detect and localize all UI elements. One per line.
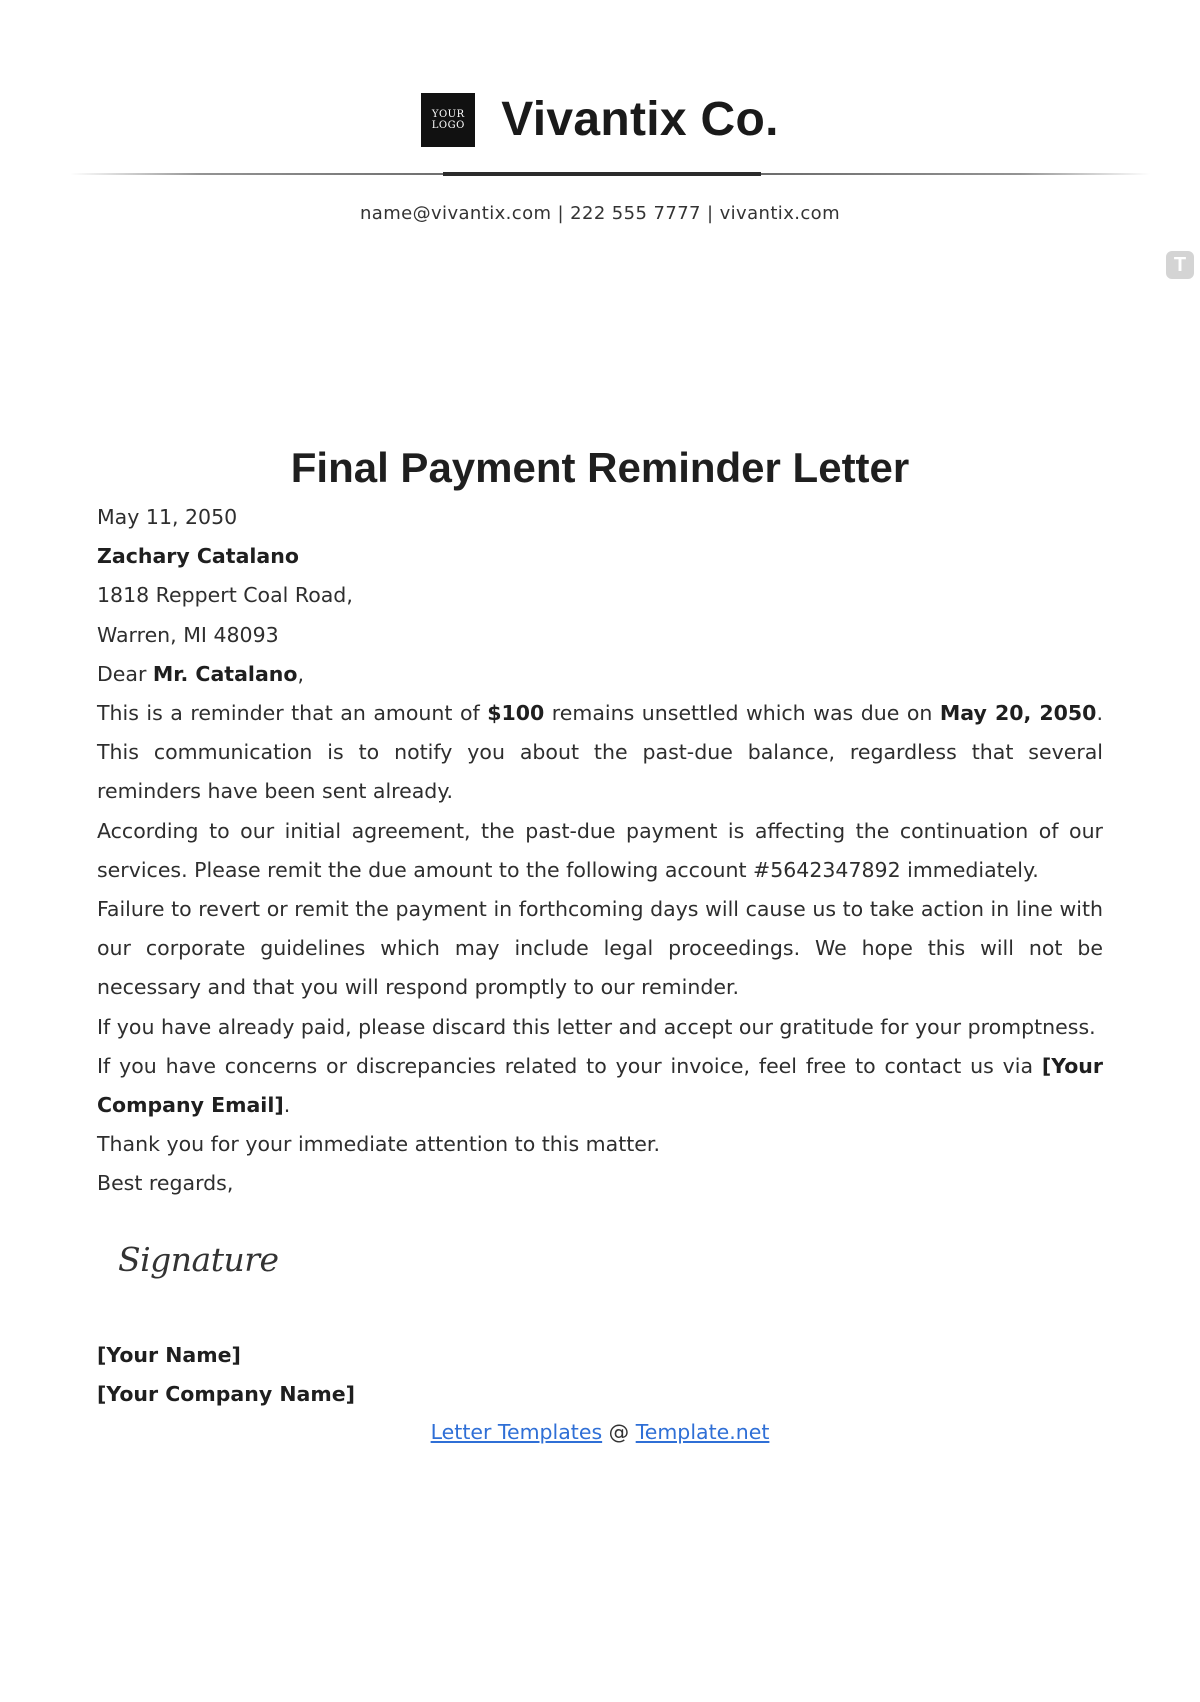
footer-attribution bbox=[0, 1420, 1200, 1444]
sender-block bbox=[97, 1336, 697, 1414]
sender-company: [Your Company Name] bbox=[97, 1382, 355, 1407]
letterhead bbox=[0, 92, 1200, 147]
company-contact-info: name@vivantix.com | 222 555 7777 | vivantix.com bbox=[359, 203, 841, 224]
logo-text-line1: YOUR bbox=[431, 108, 465, 120]
recipient-name: Zachary Catalano bbox=[97, 544, 299, 569]
paragraph-amount-due: This is a reminder that an amount of $100 remains unsettled which was due on May 20, 2050. This communication is to notify you about the past-due balance, regardless that several reminders have been sent already. bbox=[97, 701, 1103, 804]
paragraph-already-paid: If you have already paid, please discard this letter and accept our gratitude for your promptness. bbox=[97, 1014, 1096, 1039]
letter-templates-link[interactable]: Letter Templates bbox=[430, 1420, 603, 1444]
letter-date: May 11, 2050 bbox=[97, 505, 238, 529]
paragraph-consequences: Failure to revert or remit the payment in forthcoming days will cause us to take action in line with our corporate guidelines which may include legal proceedings. We hope this will not be necessary and that you will respond promptly to our reminder. bbox=[97, 897, 1103, 1000]
paragraph-agreement: According to our initial agreement, the past-due payment is affecting the continuation of our services. Please remit the due amount to the following account #5642347892 immediately. bbox=[97, 818, 1103, 882]
company-name: Vivantix Co. bbox=[501, 93, 779, 146]
template-net-link[interactable]: Template.net bbox=[635, 1420, 770, 1444]
address-line-2: Warren, MI 48093 bbox=[97, 622, 279, 647]
header-divider-accent bbox=[443, 172, 761, 176]
footer-separator: @ bbox=[602, 1420, 636, 1444]
salutation: Dear Mr. Catalano, bbox=[97, 661, 304, 686]
letter-title: Final Payment Reminder Letter bbox=[290, 444, 910, 491]
signature-image: Signature bbox=[118, 1240, 279, 1279]
company-logo bbox=[421, 93, 475, 147]
text-tool-icon[interactable]: T bbox=[1166, 251, 1194, 279]
logo-text-line2: LOGO bbox=[431, 119, 465, 131]
due-date: May 20, 2050 bbox=[939, 701, 1097, 726]
company-email-placeholder: [Your Company Email] bbox=[97, 1053, 1103, 1118]
paragraph-contact: If you have concerns or discrepancies related to your invoice, feel free to contact us via [Your Company Email]. bbox=[97, 1053, 1103, 1118]
sender-name: [Your Name] bbox=[97, 1343, 241, 1367]
closing: Best regards, bbox=[97, 1171, 234, 1196]
letter-body bbox=[97, 498, 1103, 1204]
address-line-1: 1818 Reppert Coal Road, bbox=[97, 583, 353, 608]
amount-due: $100 bbox=[487, 701, 545, 726]
paragraph-thanks: Thank you for your immediate attention to this matter. bbox=[97, 1132, 660, 1157]
